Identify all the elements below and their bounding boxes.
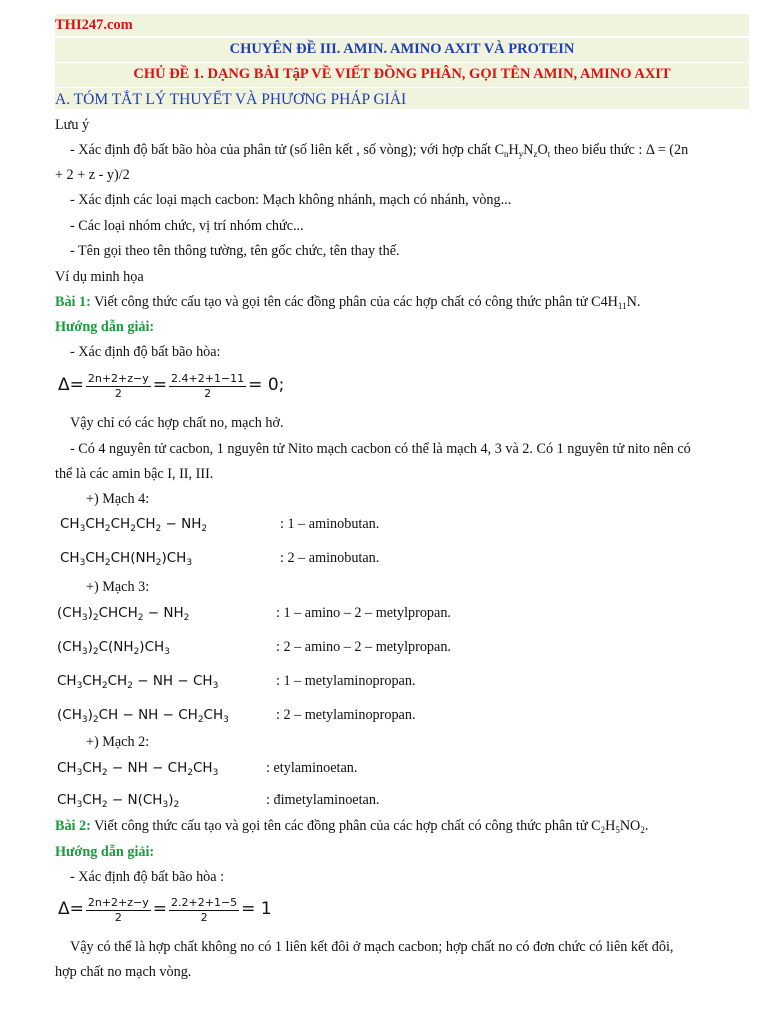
formula-4: $(CH_3)_2C(NH_2)CH_3$ bbox=[57, 639, 170, 657]
fraction-numerator: 2.4+2+1−11 bbox=[171, 371, 245, 385]
bai1-label: Bài 1: bbox=[55, 294, 91, 310]
bai2-para-b: hợp chất no mạch vòng. bbox=[55, 964, 192, 980]
delta-result: = 0; bbox=[248, 375, 285, 395]
name-1: : 1 – aminobutan. bbox=[280, 516, 380, 532]
name-7: : etylaminoetan. bbox=[266, 760, 358, 776]
delta-fraction-2 bbox=[169, 372, 246, 401]
formula-6: $(CH_3)_2CH$ − NH − $CH_2CH_3$ bbox=[57, 707, 229, 725]
notes-label: Lưu ý bbox=[55, 117, 90, 133]
delta-result: = 1 bbox=[241, 899, 272, 919]
formula-7: $CH_3CH_2$ − NH − $CH_2CH_3$ bbox=[57, 760, 219, 778]
bai1-delta-formula bbox=[58, 368, 284, 403]
name-5: : 1 – metylaminopropan. bbox=[276, 673, 416, 689]
note-line-2: - Xác định các loại mạch cacbon: Mạch không nhánh, mạch có nhánh, vòng... bbox=[70, 192, 512, 208]
bai1-text: Viết công thức cấu tạo và gọi tên các đồng phân của các hợp chất có công thức phân tử C bbox=[90, 294, 601, 310]
fraction-numerator: 2.2+2+1−5 bbox=[171, 895, 238, 909]
bai2-step1: - Xác định độ bất bão hòa : bbox=[70, 869, 225, 885]
name-6: : 2 – metylaminopropan. bbox=[276, 707, 416, 723]
name-3: : 1 – amino – 2 – metylpropan. bbox=[276, 605, 451, 621]
delta-fraction-1 bbox=[86, 372, 151, 401]
note-line-1-cont: + 2 + z - y)/2 bbox=[55, 167, 130, 183]
bai1-conclusion: Vậy chỉ có các hợp chất no, mạch hở. bbox=[70, 415, 284, 431]
equals-sign: = bbox=[152, 375, 168, 395]
formula-8: $CH_3CH_2 - N(CH_3)_2$ bbox=[57, 792, 180, 810]
chain-3-label: +) Mạch 3: bbox=[86, 579, 150, 595]
chain-2-label: +) Mạch 2: bbox=[86, 734, 150, 750]
name-8: : đimetylaminoetan. bbox=[266, 792, 380, 808]
bai2-label: Bài 2: bbox=[55, 818, 91, 834]
bai2-para-a: Vậy có thể là hợp chất không no có 1 liên kết đôi ở mạch cacbon; hợp chất no có đơn chức có liên kết đôi, bbox=[70, 939, 674, 955]
equals-sign: = bbox=[152, 899, 168, 919]
fraction-numerator: 2n+2+z−y bbox=[87, 895, 149, 909]
bai1-para-a: - Có 4 nguyên tử cacbon, 1 nguyên tử Nito mạch cacbon có thể là mạch 4, 3 và 2. Có 1 nguyên tử nito nên có bbox=[70, 441, 691, 457]
header-band bbox=[55, 14, 749, 36]
fraction-numerator: 2n+2+z−y bbox=[87, 371, 149, 385]
fraction-denominator: 2 bbox=[114, 910, 122, 924]
note-line-1-tail: theo biểu thức : Δ = (2n bbox=[550, 142, 689, 158]
bai2-delta-formula bbox=[58, 892, 272, 927]
bai1-step1: - Xác định độ bất bão hòa: bbox=[70, 344, 221, 360]
note-line-3: - Các loại nhóm chức, vị trí nhóm chức... bbox=[70, 218, 304, 234]
bai2-text: Viết công thức cấu tạo và gọi tên các đồng phân của các hợp chất có công thức phân tử C bbox=[90, 818, 601, 834]
bai1-statement: Bài 1: Viết công thức cấu tạo và gọi tên các đồng phân của các hợp chất có công thức phân tử $C4H_{11}N$. bbox=[55, 294, 641, 311]
bai2-guide-heading: Hướng dẫn giải: bbox=[55, 844, 155, 860]
site-logo[interactable]: THI247.com bbox=[55, 17, 133, 33]
formula-1: $CH_3CH_2CH_2CH_2 - NH_2$ bbox=[60, 516, 208, 534]
delta-lhs: Δ= bbox=[58, 375, 84, 395]
topic-title: CHUYÊN ĐỀ III. AMIN. AMINO AXIT VÀ PROTEIN bbox=[229, 41, 575, 57]
delta-fraction-2 bbox=[169, 896, 239, 925]
fraction-denominator: 2 bbox=[200, 910, 208, 924]
bai1-para-b: thể là các amin bậc I, II, III. bbox=[55, 466, 214, 482]
section-heading: A. TÓM TẮT LÝ THUYẾT VÀ PHƯƠNG PHÁP GIẢI bbox=[55, 91, 407, 108]
name-4: : 2 – amino – 2 – metylpropan. bbox=[276, 639, 451, 655]
fraction-denominator: 2 bbox=[114, 386, 122, 400]
name-2: : 2 – aminobutan. bbox=[280, 550, 380, 566]
fraction-denominator: 2 bbox=[204, 386, 212, 400]
delta-fraction-1 bbox=[86, 896, 151, 925]
formula-3: $(CH_3)_2CHCH_2 - NH_2$ bbox=[57, 605, 190, 623]
bai2-statement: Bài 2: Viết công thức cấu tạo và gọi tên các đồng phân của các hợp chất có công thức phân tử $C_2H_5NO_2$. bbox=[55, 818, 649, 835]
formula-5: $CH_3CH_2CH_2$ − NH − $CH_3$ bbox=[57, 673, 219, 691]
chain-4-label: +) Mạch 4: bbox=[86, 491, 150, 507]
note-line-1-text: - Xác định độ bất bão hòa của phân tử (số liên kết , số vòng); với hợp chất C bbox=[70, 142, 505, 158]
subtopic-title: CHỦ ĐỀ 1. DẠNG BÀI TậP VỀ VIẾT ĐỒNG PHÂN, GỌI TÊN AMIN, AMINO AXIT bbox=[133, 66, 671, 82]
note-line-1: - Xác định độ bất bão hòa của phân tử (số liên kết , số vòng); với hợp chất $C_nH_yN_zO_t$ theo biểu thức : Δ = (2n bbox=[70, 142, 689, 159]
delta-lhs: Δ= bbox=[58, 899, 84, 919]
formula-2: $CH_3CH_2CH(NH_2)CH_3$ bbox=[60, 550, 193, 568]
bai1-guide-heading: Hướng dẫn giải: bbox=[55, 319, 155, 335]
example-label: Ví dụ minh họa bbox=[55, 269, 144, 285]
note-line-4: - Tên gọi theo tên thông tường, tên gốc chức, tên thay thế. bbox=[70, 243, 400, 259]
